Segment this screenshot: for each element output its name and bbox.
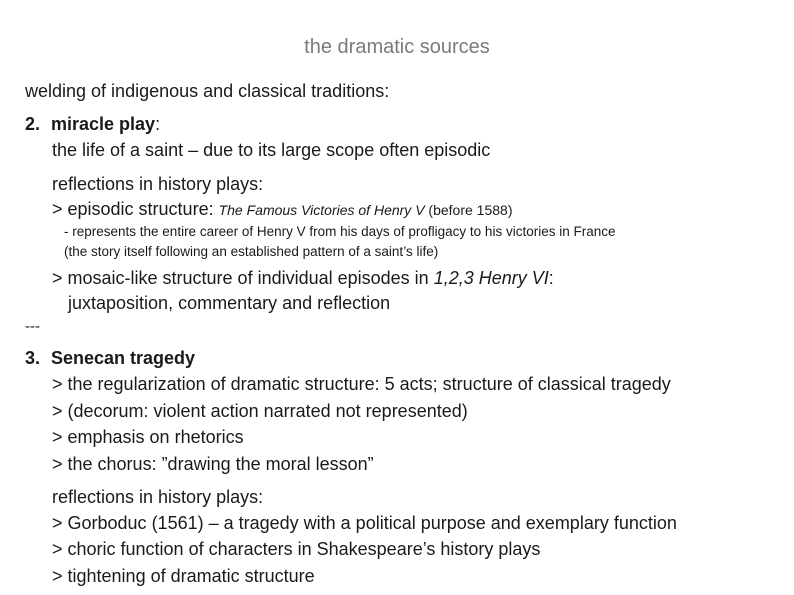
divider: ---: [25, 318, 40, 335]
episodic-title: The Famous Victories of Henry V: [218, 202, 425, 218]
slide-title: the dramatic sources: [304, 36, 490, 58]
section-3-item: > the regularization of dramatic structure: 5 acts; structure of classical tragedy: [52, 374, 671, 394]
section-3-number: 3.: [25, 348, 41, 368]
section-2-line1: the life of a saint – due to its large scope often episodic: [52, 140, 491, 160]
section-2-title-suffix: :: [155, 114, 161, 134]
mosaic-line-2: juxtaposition, commentary and reflection: [68, 293, 391, 313]
section-3-item: > (decorum: violent action narrated not represented): [52, 401, 468, 421]
mosaic-structure-line: [52, 267, 554, 289]
section-3-item: > the chorus: ”drawing the moral lesson”: [52, 454, 374, 474]
section-3-reflections-label: reflections in history plays:: [52, 487, 264, 507]
section-2-title: miracle play: [51, 114, 156, 134]
episodic-structure-line: [52, 198, 512, 221]
section-2-heading: [25, 113, 160, 135]
section-3-heading: [25, 347, 195, 369]
intro-line: welding of indigenous and classical traditions:: [25, 81, 390, 101]
section-3-reflection: > choric function of characters in Shakespeare’s history plays: [52, 539, 541, 559]
section-3-title: Senecan tragedy: [51, 348, 196, 368]
episodic-date: (before 1588): [424, 202, 513, 218]
section-3-item: > emphasis on rhetorics: [52, 427, 244, 447]
section-2-number: 2.: [25, 114, 41, 134]
section-2-reflections-label: reflections in history plays:: [52, 174, 264, 194]
episodic-prefix: > episodic structure:: [52, 199, 219, 219]
mosaic-suffix: :: [548, 268, 554, 288]
mosaic-title: 1,2,3 Henry VI: [433, 268, 549, 288]
section-3-reflection: > tightening of dramatic structure: [52, 566, 315, 586]
episodic-detail-2: (the story itself following an established pattern of a saint’s life): [64, 244, 439, 259]
mosaic-prefix: > mosaic-like structure of individual episodes in: [52, 268, 434, 288]
section-3-reflection: > Gorboduc (1561) – a tragedy with a political purpose and exemplary function: [52, 513, 677, 533]
episodic-detail-1: - represents the entire career of Henry V from his days of profligacy to his victories in France: [64, 224, 616, 239]
